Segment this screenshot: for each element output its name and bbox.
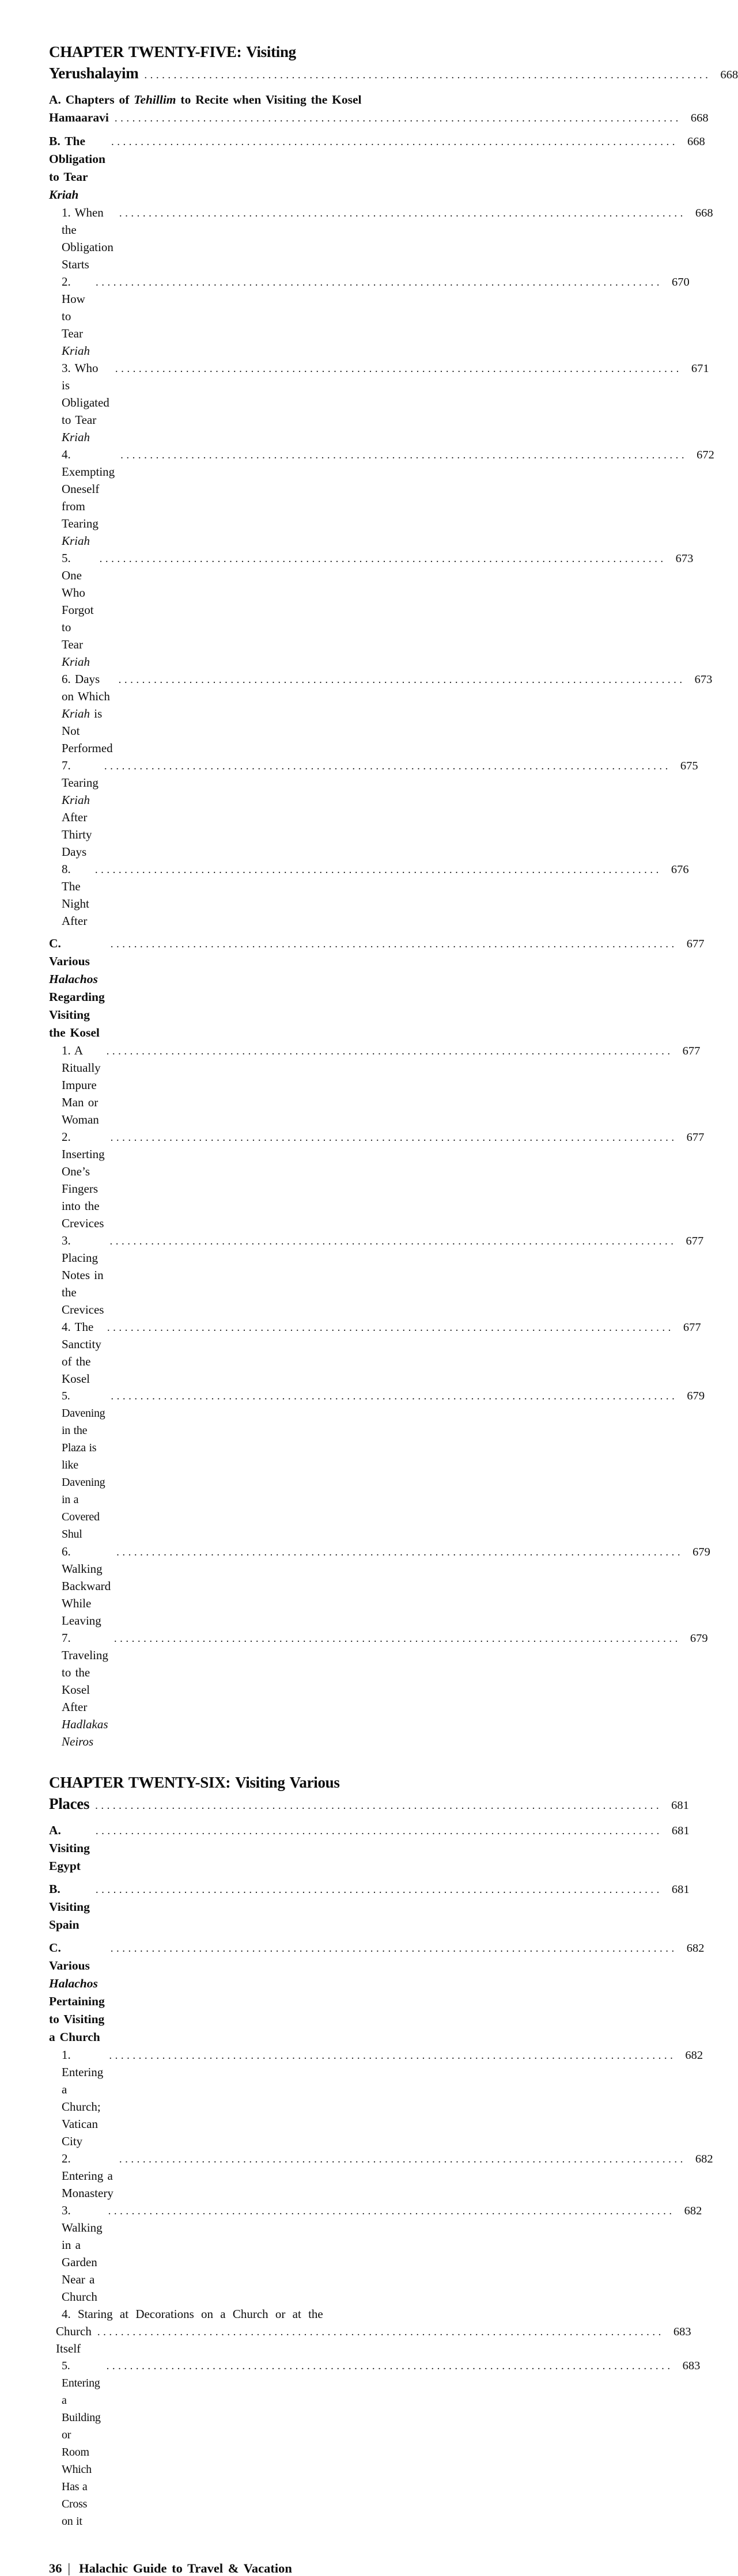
entry-text-segment: 1. Entering a Church; Vatican City — [62, 2048, 104, 2148]
entry-text-italic: Tehillim — [134, 93, 176, 107]
entry-text-segment: 3. Who is Obligated to Tear — [62, 361, 109, 427]
toc-entry-section — [49, 1880, 690, 1934]
toc-line — [49, 109, 709, 127]
page-number: 677 — [686, 1235, 704, 1247]
toc-line — [62, 1128, 705, 1232]
entry-text-italic: Kriah — [62, 707, 90, 720]
page-number: 671 — [691, 362, 709, 375]
page-number: 668 — [695, 207, 713, 219]
toc-line — [62, 273, 690, 359]
entry-text — [49, 1822, 90, 1875]
page-number: 683 — [673, 2325, 691, 2338]
dot-leader — [107, 1043, 673, 1060]
toc-line — [62, 204, 713, 273]
entry-text-segment: 6. Walking Backward While Leaving — [62, 1545, 111, 1627]
page-number: 683 — [682, 2359, 701, 2372]
entry-text — [49, 1880, 90, 1934]
toc-line — [49, 91, 411, 109]
toc-line — [49, 1880, 690, 1934]
footer-book-title: Halachic Guide to Travel & Vacation — [79, 2561, 292, 2575]
page-number: 682 — [686, 1942, 705, 1955]
page-number: 673 — [694, 673, 713, 686]
entry-text-segment: Places — [49, 1795, 90, 1812]
toc-entry-item — [49, 1387, 705, 1543]
entry-text — [49, 1939, 105, 2046]
toc-line — [62, 1543, 710, 1629]
dot-leader — [109, 2047, 676, 2065]
entry-text — [62, 1387, 105, 1543]
toc-line — [62, 2046, 703, 2150]
entry-text-italic: Kriah — [62, 534, 90, 548]
dot-leader — [96, 1881, 663, 1899]
entry-text-segment: 8. The Night After — [62, 862, 89, 928]
entry-text — [56, 2323, 92, 2357]
entry-text-segment: C. Various — [49, 1941, 90, 1972]
dot-leader — [144, 65, 711, 86]
entry-text — [62, 757, 99, 860]
entry-text — [62, 1318, 101, 1387]
toc-entry-item — [49, 757, 698, 860]
toc-line — [49, 1793, 689, 1816]
entry-text-segment: Church Itself — [56, 2324, 92, 2355]
entry-text — [62, 2357, 101, 2530]
dot-leader — [107, 2358, 673, 2375]
dot-leader — [116, 1544, 683, 1561]
toc-entry-item — [49, 2357, 701, 2530]
entry-text-segment: After Thirty Days — [62, 810, 92, 859]
dot-leader — [107, 1319, 674, 1337]
toc-entry-section — [49, 1939, 705, 2046]
dot-leader — [119, 2151, 686, 2168]
entry-text — [49, 109, 109, 127]
page-number: 681 — [671, 1799, 689, 1812]
toc-entry-item — [49, 1318, 701, 1387]
toc-line — [62, 359, 709, 446]
dot-leader — [96, 1822, 663, 1840]
entry-text-segment: is Not Performed — [62, 707, 113, 755]
entry-text — [62, 2307, 323, 2321]
toc-line — [49, 935, 705, 1042]
entry-text — [49, 43, 296, 60]
dot-leader — [115, 109, 682, 127]
entry-text-segment: 2. How to Tear — [62, 275, 85, 340]
page-number: 668 — [720, 69, 738, 81]
entry-text — [49, 1793, 89, 1815]
toc-line — [62, 860, 689, 930]
toc-line — [62, 1387, 705, 1543]
page-number: 668 — [687, 135, 705, 148]
toc-entry-section — [49, 132, 705, 204]
toc-entry-section — [49, 91, 709, 127]
toc-line — [56, 2323, 691, 2357]
toc-line — [62, 1232, 704, 1318]
entry-text-segment: 1. A Ritually Impure Man or Woman — [62, 1044, 101, 1126]
toc-entry-item — [49, 359, 709, 446]
page-number: 675 — [680, 760, 698, 772]
entry-text-segment: A. Visiting Egypt — [49, 1823, 90, 1873]
entry-text-segment: 2. Entering a Monastery — [62, 2152, 113, 2200]
dot-leader — [114, 1630, 681, 1648]
entry-text — [62, 670, 113, 757]
toc-line — [49, 132, 705, 204]
toc-line — [62, 2305, 411, 2323]
entry-text — [62, 549, 94, 670]
page-number: 670 — [672, 276, 690, 289]
dot-leader — [111, 1129, 678, 1147]
entry-text-segment: Yerushalayim — [49, 65, 139, 82]
entry-text-segment: C. Various — [49, 936, 90, 968]
toc-entry-item — [49, 1232, 704, 1318]
toc-entry-item — [49, 670, 713, 757]
entry-text-segment: 5. Davening in the Plaza is like Davening in a Covered Shul — [62, 1390, 105, 1541]
page-number: 676 — [671, 863, 689, 876]
entry-text-segment: A. Chapters of — [49, 93, 134, 107]
entry-text — [62, 1232, 104, 1318]
page-footer — [49, 2561, 411, 2576]
entry-text — [62, 204, 113, 273]
page-number: 682 — [685, 2049, 703, 2062]
dot-leader — [115, 361, 682, 378]
dot-leader — [95, 862, 662, 879]
dot-leader — [111, 935, 678, 953]
dot-leader — [119, 671, 686, 689]
entry-text-segment: CHAPTER TWENTY-SIX: Visiting Various — [49, 1774, 340, 1791]
entry-text-italic: Halachos — [49, 1976, 98, 1990]
entry-text — [62, 2150, 113, 2202]
toc-entry-item — [49, 2046, 703, 2150]
toc-entry-item — [49, 2202, 702, 2305]
entry-text — [49, 63, 138, 84]
toc-line — [49, 41, 411, 63]
entry-text-segment: 5. One Who Forgot to Tear — [62, 551, 94, 651]
entry-text-segment: 6. Days on Which — [62, 672, 110, 703]
toc-line — [49, 1939, 705, 2046]
toc-line — [62, 1629, 708, 1750]
toc-entry-item — [49, 860, 689, 930]
footer-separator: | — [67, 2561, 71, 2575]
entry-text-segment: 5. Entering a Building or Room Which Has a Cross on it — [62, 2359, 101, 2528]
entry-text-italic: Kriah — [62, 793, 90, 807]
toc-line — [62, 1042, 701, 1128]
dot-leader — [111, 1940, 678, 1957]
entry-text-segment: 3. Walking in a Garden Near a Church — [62, 2203, 103, 2304]
entry-text — [62, 2202, 103, 2305]
toc-entries — [49, 41, 738, 2530]
entry-text-italic: Kriah — [62, 655, 90, 669]
toc-line — [62, 549, 694, 670]
page-number: 677 — [682, 1045, 701, 1057]
entry-text-segment: B. The Obligation to Tear — [49, 134, 105, 184]
page-number: 677 — [686, 938, 705, 950]
toc-line — [62, 2202, 702, 2305]
toc-entry-chapter — [49, 1772, 689, 1816]
entry-text — [62, 359, 109, 446]
page-number: 679 — [687, 1390, 705, 1402]
entry-text-segment: 4. Staring at Decorations on a Church or at the — [62, 2307, 323, 2321]
toc-entry-item — [49, 204, 713, 273]
dot-leader — [109, 1233, 676, 1250]
page-number: 679 — [690, 1632, 708, 1645]
entry-text — [62, 1543, 111, 1629]
entry-text-segment: 7. Traveling to the Kosel After — [62, 1631, 108, 1714]
entry-text-segment: Pertaining to Visiting a Church — [49, 1994, 105, 2044]
toc-line — [62, 1318, 701, 1387]
toc-entry-item — [49, 2150, 713, 2202]
toc-line — [62, 757, 698, 860]
toc-entry-item — [49, 1128, 705, 1232]
entry-text-segment: 4. The Sanctity of the Kosel — [62, 1320, 101, 1386]
entry-text-segment: Hamaaravi — [49, 111, 109, 124]
dot-leader — [120, 447, 687, 464]
toc-entry-section — [49, 935, 705, 1042]
toc-entry-item — [49, 2305, 691, 2357]
toc-line — [62, 2357, 701, 2530]
page-number: 682 — [695, 2153, 713, 2165]
entry-text-segment: CHAPTER TWENTY-FIVE: Visiting — [49, 43, 296, 60]
entry-text-segment: to Recite when Visiting the Kosel — [176, 93, 362, 107]
entry-text-italic: Kriah — [49, 188, 79, 202]
toc-line — [49, 1772, 411, 1793]
toc-entry-item — [49, 446, 714, 549]
entry-text-segment: 2. Inserting One’s Fingers into the Crevices — [62, 1130, 105, 1230]
page-number: 682 — [684, 2205, 702, 2217]
entry-text-italic: Halachos — [49, 972, 98, 986]
footer-page-number: 36 — [49, 2561, 62, 2575]
entry-text-segment: 1. When the Obligation Starts — [62, 206, 113, 271]
toc-entry-section — [49, 1822, 690, 1875]
dot-leader — [104, 758, 671, 775]
entry-text — [62, 273, 90, 359]
toc-entry-item — [49, 549, 694, 670]
dot-leader — [111, 1388, 678, 1405]
dot-leader — [95, 1795, 662, 1816]
entry-text — [62, 1629, 108, 1750]
toc-line — [62, 446, 714, 549]
dot-leader — [96, 274, 663, 291]
toc-entry-item — [49, 1629, 708, 1750]
toc-line — [49, 1822, 690, 1875]
entry-text — [62, 1042, 101, 1128]
page-number: 681 — [671, 1824, 690, 1837]
entry-text-segment: 4. Exempting Oneself from Tearing — [62, 447, 115, 530]
toc-entry-item — [49, 1543, 710, 1629]
entry-text — [62, 860, 89, 930]
entry-text — [62, 1128, 105, 1232]
entry-text-italic: Kriah — [62, 430, 90, 444]
dot-leader — [119, 205, 686, 222]
entry-text-segment: 7. Tearing — [62, 758, 99, 790]
toc-entry-chapter — [49, 41, 738, 86]
dot-leader — [100, 551, 667, 568]
dot-leader — [97, 2324, 664, 2341]
page-number: 679 — [692, 1546, 710, 1558]
toc-line — [62, 670, 713, 757]
toc-line — [62, 2150, 713, 2202]
page-number: 672 — [697, 449, 714, 461]
dot-leader — [111, 133, 678, 151]
entry-text-segment: B. Visiting Spain — [49, 1882, 90, 1932]
entry-text-italic: Kriah — [62, 344, 90, 358]
entry-text-italic: Hadlakas Neiros — [62, 1717, 108, 1748]
entry-text-segment: 3. Placing Notes in the Crevices — [62, 1234, 104, 1317]
entry-text — [49, 132, 105, 204]
page-number: 681 — [671, 1883, 690, 1896]
entry-text — [49, 1774, 340, 1791]
entry-text — [49, 935, 105, 1042]
toc-entry-item — [49, 273, 690, 359]
page-number: 677 — [683, 1321, 701, 1334]
entry-text — [49, 93, 361, 107]
page-number: 677 — [686, 1131, 705, 1144]
toc-line — [49, 63, 738, 86]
entry-text — [62, 446, 115, 549]
entry-text-segment: Regarding Visiting the Kosel — [49, 990, 105, 1039]
page-number: 673 — [675, 552, 694, 565]
entry-text — [62, 2046, 103, 2150]
dot-leader — [108, 2203, 675, 2220]
toc-entry-item — [49, 1042, 701, 1128]
page-number: 668 — [690, 112, 709, 124]
